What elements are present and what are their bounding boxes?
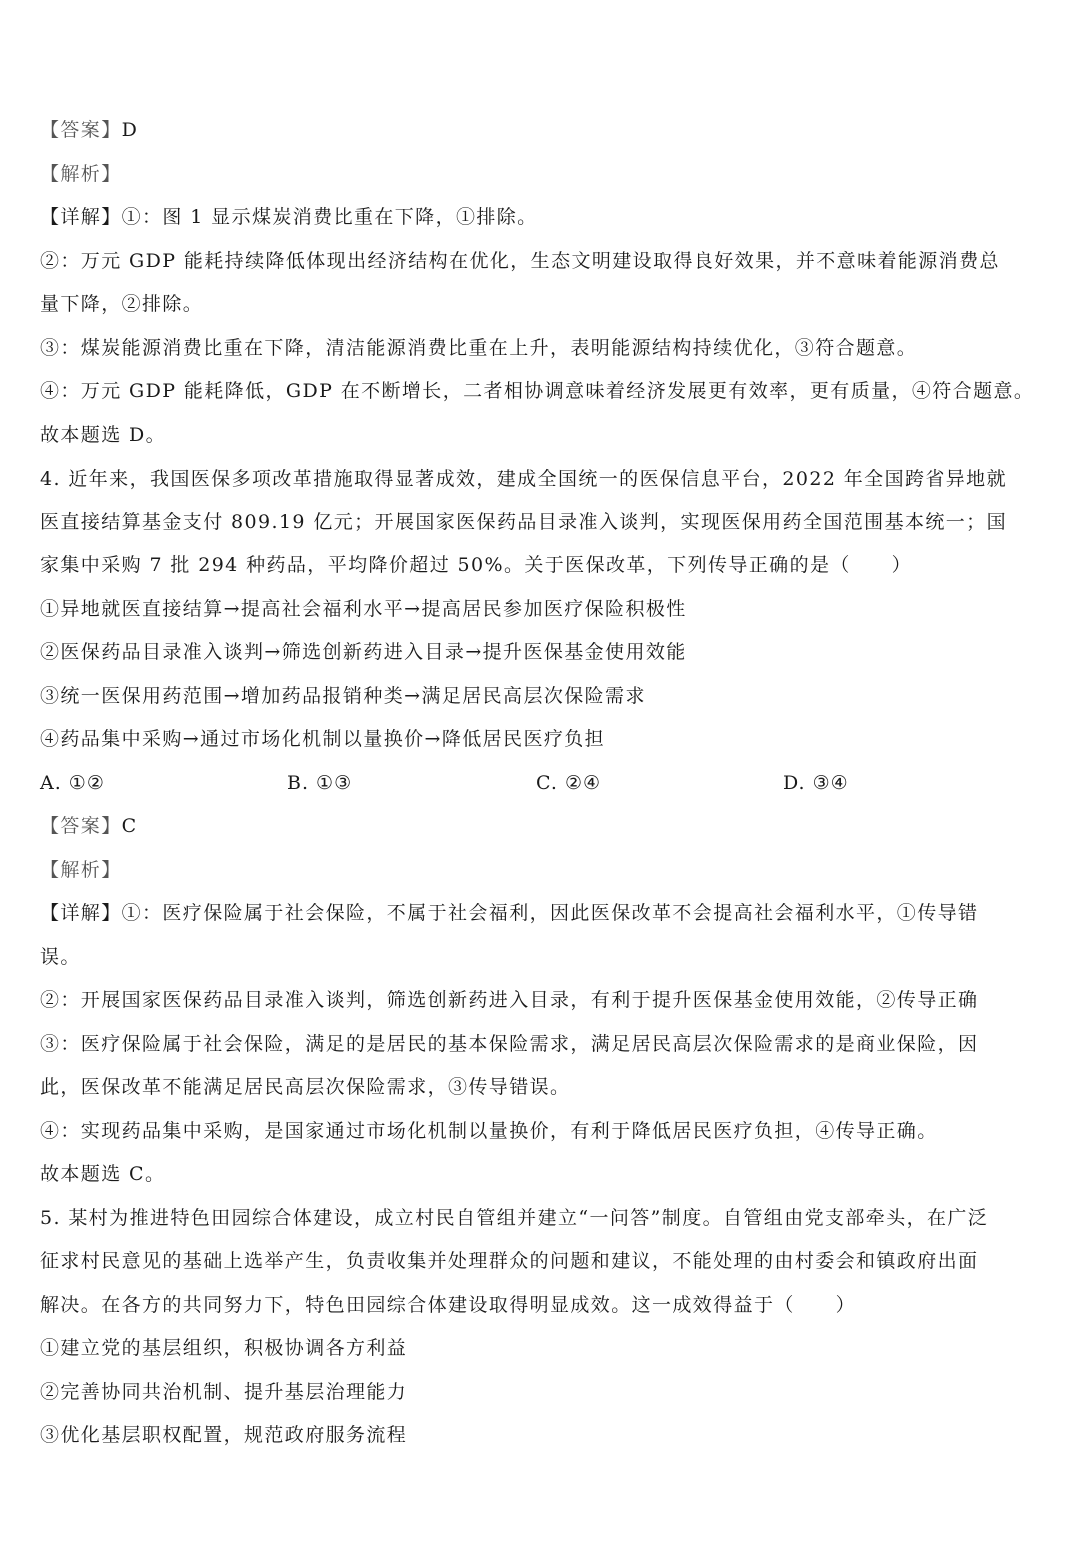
detail-label: 【详解】	[40, 902, 122, 924]
q3-answer-line	[40, 116, 1040, 144]
q5-stem-line-3: 解决。在各方的共同努力下，特色田园综合体建设取得明显成效。这一成效得益于（ ）	[40, 1294, 857, 1316]
q5-stem-line-1: 5. 某村为推进特色田园综合体建设，成立村民自管组并建立“一问答”制度。自管组由党支部牵头，在广泛	[40, 1207, 989, 1229]
q4-stem-line-1: 4. 近年来，我国医保多项改革措施取得显著成效，建成全国统一的医保信息平台，2022 年全国跨省异地就	[40, 468, 1007, 490]
q4-detail-line-3: ②：开展国家医保药品目录准入谈判，筛选创新药进入目录，有利于提升医保基金使用效能，②传导正确	[40, 989, 979, 1011]
q3-conclusion: 故本题选 D。	[40, 424, 167, 446]
q5-item-3: ③优化基层职权配置，规范政府服务流程	[40, 1424, 408, 1446]
option-c: C. ②④	[536, 772, 602, 794]
answer-value: D	[121, 119, 139, 141]
q3-detail-line-3: 量下降，②排除。	[40, 293, 204, 315]
detail-label: 【详解】	[40, 206, 122, 228]
q4-answer-line	[40, 812, 1040, 840]
q4-item-4: ④药品集中采购→通过市场化机制以量换价→降低居民医疗负担	[40, 728, 606, 750]
q3-analysis-label: 【解析】	[40, 163, 122, 185]
q4-conclusion: 故本题选 C。	[40, 1163, 166, 1185]
q5-item-2: ②完善协同共治机制、提升基层治理能力	[40, 1381, 408, 1403]
q3-detail-line-2: ②：万元 GDP 能耗持续降低体现出经济结构在优化，生态文明建设取得良好效果，并不意味着能源消费总	[40, 250, 1000, 272]
q4-item-2: ②医保药品目录准入谈判→筛选创新药进入目录→提升医保基金使用效能	[40, 641, 687, 663]
answer-label: 【答案】	[40, 119, 122, 141]
detail-text: ①：图 1 显示煤炭消费比重在下降，①排除。	[121, 206, 538, 228]
q4-detail-line-1	[40, 899, 1040, 927]
q4-detail-line-6: ④：实现药品集中采购，是国家通过市场化机制以量换价，有利于降低居民医疗负担，④传导正确。	[40, 1120, 938, 1142]
q4-item-3: ③统一医保用药范围→增加药品报销种类→满足居民高层次保险需求	[40, 685, 646, 707]
q4-detail-line-5: 此，医保改革不能满足居民高层次保险需求，③传导错误。	[40, 1076, 571, 1098]
q3-detail-line-1	[40, 203, 1040, 231]
q4-analysis-label: 【解析】	[40, 859, 122, 881]
q4-detail-line-4: ③：医疗保险属于社会保险，满足的是居民的基本保险需求，满足居民高层次保险需求的是商业保险，因	[40, 1033, 979, 1055]
option-b: B. ①③	[287, 772, 353, 794]
answer-value: C	[121, 815, 138, 837]
option-d: D. ③④	[783, 772, 849, 794]
q4-stem-line-2: 医直接结算基金支付 809.19 亿元；开展国家医保药品目录准入谈判，实现医保用药全国范围基本统一；国	[40, 511, 1007, 533]
q3-detail-line-5: ④：万元 GDP 能耗降低，GDP 在不断增长，二者相协调意味着经济发展更有效率，更有质量，④符合题意。	[40, 380, 1035, 402]
q4-detail-line-2: 误。	[40, 946, 81, 968]
q4-options	[40, 769, 1040, 797]
q4-stem-line-3: 家集中采购 7 批 294 种药品，平均降价超过 50%。关于医保改革，下列传导正确的是（ ）	[40, 554, 912, 576]
answer-label: 【答案】	[40, 815, 122, 837]
option-a: A. ①②	[40, 772, 105, 794]
q5-stem-line-2: 征求村民意见的基础上选举产生，负责收集并处理群众的问题和建议，不能处理的由村委会和镇政府出面	[40, 1250, 979, 1272]
q4-item-1: ①异地就医直接结算→提高社会福利水平→提高居民参加医疗保险积极性	[40, 598, 687, 620]
detail-text: ①：医疗保险属于社会保险，不属于社会福利，因此医保改革不会提高社会福利水平，①传导错	[121, 902, 979, 924]
q5-item-1: ①建立党的基层组织，积极协调各方利益	[40, 1337, 408, 1359]
q3-detail-line-4: ③：煤炭能源消费比重在下降，清洁能源消费比重在上升，表明能源结构持续优化，③符合题意。	[40, 337, 918, 359]
